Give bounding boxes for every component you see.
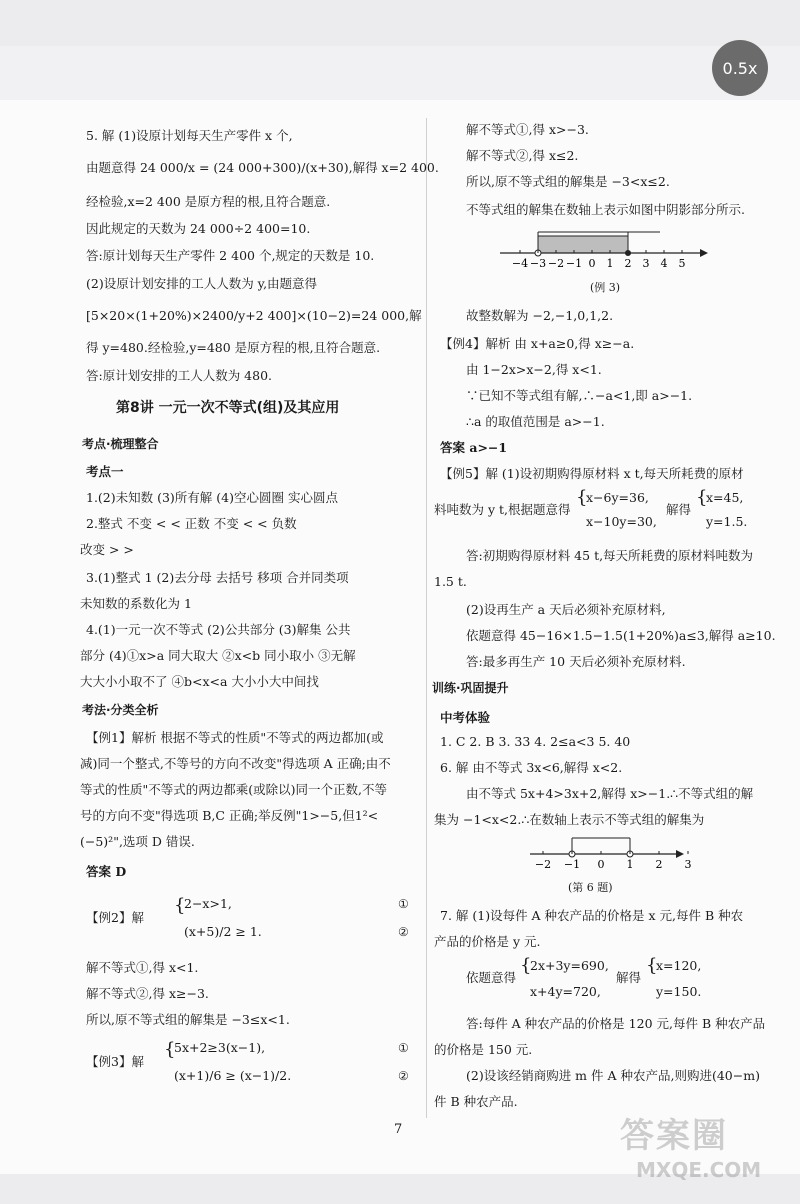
answer-line: 答案 D bbox=[86, 864, 127, 879]
axis-arrow-icon bbox=[676, 850, 684, 858]
axis-arrow-icon bbox=[700, 249, 708, 257]
circled-marker: ② bbox=[398, 925, 409, 939]
page-number: 7 bbox=[394, 1122, 403, 1137]
text-line: 改变 > > bbox=[80, 542, 134, 557]
brace: { bbox=[174, 895, 186, 916]
brace: { bbox=[576, 487, 588, 508]
text-line: [5×20×(1+20%)×2400/y+2 400]×(10−2)=24 000,解 bbox=[86, 308, 422, 323]
equation: 2−x>1, bbox=[184, 896, 232, 911]
text-line: 答:原计划每天生产零件 2 400 个,规定的天数是 10. bbox=[86, 248, 375, 263]
text-line: 解得 bbox=[666, 502, 692, 517]
text-line: 1.(2)未知数 (3)所有解 (4)空心圆圈 实心圆点 bbox=[86, 490, 338, 505]
text-line: 答:最多再生产 10 天后必须补充原材料. bbox=[466, 654, 686, 669]
axis-tick-label: 1 bbox=[626, 858, 634, 871]
text-line: 未知数的系数化为 1 bbox=[80, 596, 192, 611]
watermark-url: MXQE.COM bbox=[636, 1158, 762, 1182]
text-line: 得 y=480.经检验,y=480 是原方程的根,且符合题意. bbox=[86, 340, 381, 355]
lecture-title: 第8讲 一元一次不等式(组)及其应用 bbox=[116, 400, 340, 416]
axis-tick-label: −1 bbox=[563, 858, 581, 871]
text-line: 经检验,x=2 400 是原方程的根,且符合题意. bbox=[86, 194, 331, 209]
text-line: 部分 (4)①x>a 同大取大 ②x<b 同小取小 ③无解 bbox=[80, 648, 356, 663]
axis-tick-label: 0 bbox=[588, 257, 596, 270]
shaded-solution-region bbox=[538, 236, 628, 253]
equation: x−10y=30, bbox=[586, 514, 657, 529]
text-line: 解得 bbox=[616, 970, 642, 985]
axis-tick-label: −2 bbox=[547, 257, 565, 270]
text-line: 的价格是 150 元. bbox=[434, 1042, 533, 1057]
axis-tick-label: 5 bbox=[678, 257, 686, 270]
text-line: 集为 −1<x<2.∴在数轴上表示不等式组的解集为 bbox=[434, 812, 705, 827]
equation: (x+5)/2 ≥ 1. bbox=[184, 924, 262, 939]
brace: { bbox=[646, 955, 658, 976]
section-heading: 考法·分类全析 bbox=[82, 703, 159, 717]
example-label: 【例3】解 bbox=[86, 1054, 144, 1069]
text-line: 因此规定的天数为 24 000÷2 400=10. bbox=[86, 221, 311, 236]
text-line: 所以,原不等式组的解集是 −3<x≤2. bbox=[466, 174, 670, 189]
equation: 5x+2≥3(x−1), bbox=[174, 1040, 266, 1055]
text-line: 由 1−2x>x−2,得 x<1. bbox=[466, 362, 602, 377]
section-heading: 训练·巩固提升 bbox=[432, 681, 509, 695]
column-divider bbox=[426, 118, 427, 1118]
axis-tick-label: −1 bbox=[565, 257, 583, 270]
text-line: 6. 解 由不等式 3x<6,解得 x<2. bbox=[440, 760, 623, 775]
text-line: 【例1】解析 根据不等式的性质"不等式的两边都加(或 bbox=[86, 730, 384, 745]
text-line: 答:初期购得原材料 45 t,每天所耗费的原材料吨数为 bbox=[466, 548, 754, 563]
text-line: 【例4】解析 由 x+a≥0,得 x≥−a. bbox=[440, 336, 635, 351]
text-line: 5. 解 (1)设原计划每天生产零件 x 个, bbox=[86, 128, 293, 143]
section-heading: 考点·梳理整合 bbox=[82, 437, 159, 451]
text-line: 料吨数为 y t,根据题意得 bbox=[434, 502, 571, 517]
zoom-level-badge[interactable]: 0.5x bbox=[712, 40, 768, 96]
axis-tick-label: −2 bbox=[534, 858, 552, 871]
equation: x+4y=720, bbox=[530, 984, 601, 999]
viewer-top-bar bbox=[0, 0, 800, 46]
watermark-logo: 答案圈 bbox=[620, 1116, 728, 1156]
text-line: 1.5 t. bbox=[434, 574, 467, 589]
text-line: 依题意得 45−16×1.5−1.5(1+20%)a≤3,解得 a≥10. bbox=[466, 628, 776, 643]
example-label: 【例2】解 bbox=[86, 910, 144, 925]
axis-tick-label: −4 bbox=[511, 257, 529, 270]
text-line: (2)设再生产 a 天后必须补充原材料, bbox=[466, 602, 666, 617]
text-line: 件 B 种农产品. bbox=[434, 1094, 518, 1109]
text-line: (2)设该经销商购进 m 件 A 种农产品,则购进(40−m) bbox=[466, 1068, 760, 1083]
text-line: 2.整式 不变 < < 正数 不变 < < 负数 bbox=[86, 516, 297, 531]
text-line: 故整数解为 −2,−1,0,1,2. bbox=[466, 308, 614, 323]
axis-tick-label: 1 bbox=[606, 257, 614, 270]
brace: { bbox=[164, 1039, 176, 1060]
equation: x−6y=36, bbox=[586, 490, 649, 505]
axis-tick-label: 4 bbox=[660, 257, 668, 270]
text-line: 依题意得 bbox=[466, 970, 517, 985]
text-line: 不等式组的解集在数轴上表示如图中阴影部分所示. bbox=[466, 202, 745, 217]
subsection-heading: 中考体验 bbox=[440, 710, 491, 725]
text-line: (2)设原计划安排的工人人数为 y,由题意得 bbox=[86, 276, 318, 291]
text-line: 产品的价格是 y 元. bbox=[434, 934, 541, 949]
equation: 2x+3y=690, bbox=[530, 958, 609, 973]
text-line: 减)同一个整式,不等号的方向不改变"得选项 A 正确;由不 bbox=[80, 756, 391, 771]
text-line: 等式的性质"不等式的两边都乘(或除以)同一个正数,不等 bbox=[80, 782, 387, 797]
equation: y=150. bbox=[656, 984, 702, 999]
axis-tick-label: −3 bbox=[529, 257, 547, 270]
text-line: 由题意得 24 000/x = (24 000+300)/(x+30),解得 x=2 400. bbox=[86, 160, 439, 175]
figure-caption: (例 3) bbox=[590, 281, 621, 294]
equation: x=120, bbox=[656, 958, 702, 973]
text-line: 【例5】解 (1)设初期购得原材料 x t,每天所耗费的原材 bbox=[440, 466, 744, 481]
text-line: 解不等式②,得 x≤2. bbox=[466, 148, 579, 163]
axis-tick-label: 2 bbox=[655, 858, 663, 871]
text-line: 大大小小取不了 ④b<x<a 大小小大中间找 bbox=[80, 674, 319, 689]
circled-marker: ① bbox=[398, 1041, 409, 1055]
subsection-heading: 考点一 bbox=[86, 464, 124, 479]
text-line: 由不等式 5x+4>3x+2,解得 x>−1.∴不等式组的解 bbox=[466, 786, 754, 801]
text-line: 解不等式②,得 x≥−3. bbox=[86, 986, 209, 1001]
text-line: ∵已知不等式组有解,∴−a<1,即 a>−1. bbox=[466, 388, 693, 403]
text-line: 答:每件 A 种农产品的价格是 120 元,每件 B 种农产品 bbox=[466, 1016, 766, 1031]
text-line: 1. C 2. B 3. 33 4. 2≤a<3 5. 40 bbox=[440, 734, 631, 749]
text-line: 解不等式①,得 x<1. bbox=[86, 960, 199, 975]
number-line-figure-q6 bbox=[530, 832, 690, 874]
text-line: ∴a 的取值范围是 a>−1. bbox=[466, 414, 605, 429]
brace: { bbox=[520, 955, 532, 976]
equation: (x+1)/6 ≥ (x−1)/2. bbox=[174, 1068, 292, 1083]
figure-caption: (第 6 题) bbox=[568, 881, 613, 894]
axis-tick-label: 3 bbox=[684, 858, 692, 871]
text-line: 答:原计划安排的工人人数为 480. bbox=[86, 368, 273, 383]
answer-line: 答案 a>−1 bbox=[440, 440, 508, 455]
text-line: 号的方向不变"得选项 B,C 正确;举反例"1>−5,但1²< bbox=[80, 808, 379, 823]
axis-tick-label: 3 bbox=[642, 257, 650, 270]
axis-tick-label: 0 bbox=[597, 858, 605, 871]
equation: x=45, bbox=[706, 490, 744, 505]
text-line: 解不等式①,得 x>−3. bbox=[466, 122, 589, 137]
text-line: (−5)²",选项 D 错误. bbox=[80, 834, 195, 849]
text-line: 7. 解 (1)设每件 A 种农产品的价格是 x 元,每件 B 种农 bbox=[440, 908, 744, 923]
brace: { bbox=[696, 487, 708, 508]
text-line: 3.(1)整式 1 (2)去分母 去括号 移项 合并同类项 bbox=[86, 570, 349, 585]
number-line-figure-example3 bbox=[500, 230, 760, 276]
circled-marker: ① bbox=[398, 897, 409, 911]
circled-marker: ② bbox=[398, 1069, 409, 1083]
equation: y=1.5. bbox=[706, 514, 748, 529]
axis-tick-label: 2 bbox=[624, 257, 632, 270]
text-line: 4.(1)一元一次不等式 (2)公共部分 (3)解集 公共 bbox=[86, 622, 351, 637]
text-line: 所以,原不等式组的解集是 −3≤x<1. bbox=[86, 1012, 290, 1027]
